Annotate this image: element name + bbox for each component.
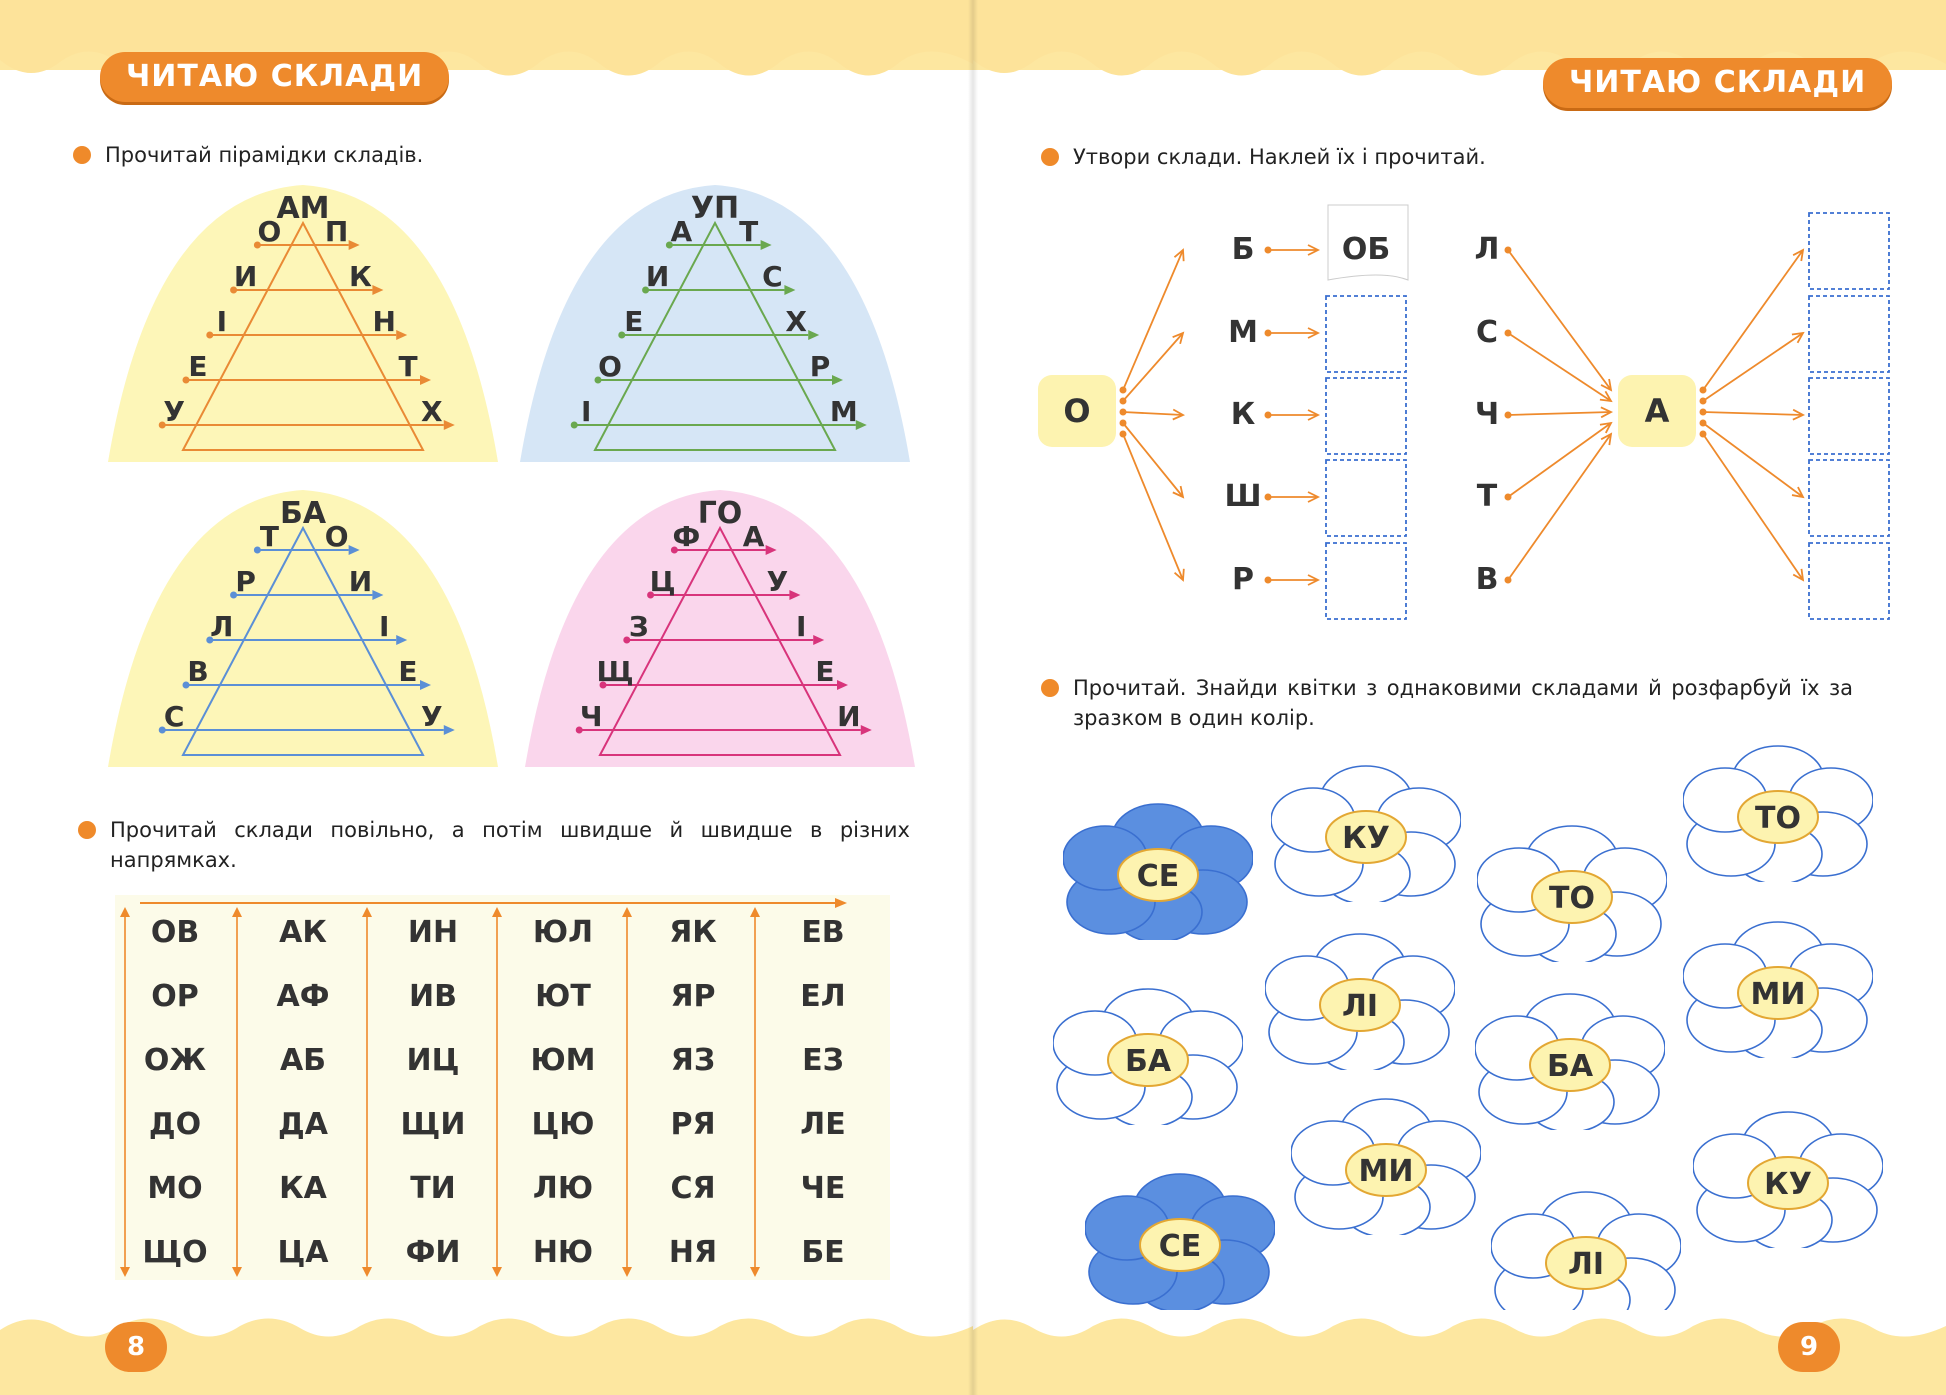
scheme-o [1038,205,1408,619]
connector-dot [1700,431,1707,438]
pyramid-left-letter: Е [624,305,644,338]
arrow-head [362,907,372,917]
flower-7[interactable] [1053,985,1243,1125]
scheme-letter: Л [1474,232,1500,267]
task-bullet [1041,148,1059,166]
syllable-cell: ДО [148,1107,202,1142]
syllable-cell: ЯЗ [670,1043,716,1078]
pyramid-left-letter: Ч [579,700,603,733]
pyramid-right-letter: Т [398,350,418,383]
pyramid-right-letter: П [324,215,349,248]
pyramid-left-letter: В [187,655,209,688]
pyramid-right-letter: У [766,565,789,598]
connector-line [1508,250,1611,390]
task-bullet [78,821,96,839]
connector-line [1703,434,1803,580]
syllable-cell: ЩИ [400,1107,466,1142]
pyramid-left-letter: С [163,700,185,733]
syllable-cell: ТИ [410,1171,456,1206]
pyramid-left-letter: И [233,260,258,293]
pyramid-left-letter: І [581,395,592,428]
pyramid-left-letter: Л [210,610,234,643]
connector-line [1123,412,1183,415]
sticker-slot[interactable] [1809,543,1889,619]
pyramid-left-letter: І [216,305,228,338]
flower-syllable: ТО [1549,881,1595,916]
pyramid-left-letter: У [163,395,186,428]
syllable-cell: ЦА [277,1235,329,1270]
syllable-cell: АК [279,915,327,950]
connector-dot [1120,387,1127,394]
connector-dot [1120,420,1127,427]
pyramid-left-letter: О [598,350,622,383]
syllable-cell: ДА [278,1107,328,1142]
pyramid-right-letter: И [348,565,373,598]
syllable-cell: ИВ [409,979,457,1014]
connector-dot [1700,409,1707,416]
connector-dot [1700,387,1707,394]
scheme-letter: Р [1232,562,1254,597]
flower-syllable: КУ [1764,1167,1812,1202]
pyramid-right-letter: Р [809,350,831,383]
task-read-pyramids [105,140,705,170]
pyramid-left-letter: И [645,260,670,293]
syllable-cell: ЧЕ [800,1171,846,1206]
task-make-syllables [1073,142,1673,172]
direction-arrows [115,895,890,1280]
pyramid-right-letter: Т [739,215,759,248]
connector-dot [1120,409,1127,416]
syllable-cell: ЩО [142,1235,208,1270]
connector-line [1703,423,1803,497]
syllable-cell: НЯ [668,1235,718,1270]
scheme-letter: К [1230,397,1256,432]
syllable-cell: ЕЛ [800,979,846,1014]
connector-dot [1265,330,1272,337]
pyramid-2 [520,185,910,462]
sticker-slot[interactable] [1326,296,1406,372]
flower-syllable: БА [1124,1044,1172,1079]
page-number: 8 [105,1322,167,1372]
connector-line [1703,412,1803,415]
pyramid-3 [108,490,498,767]
flower-11[interactable] [1085,1170,1275,1310]
sticker-slot[interactable] [1326,543,1406,619]
pyramid-right-letter: М [829,395,858,428]
syllable-cell: АФ [276,979,330,1014]
task-text: Прочитай склади повільно, а потім швидше й швидше в різних напрямках. [110,818,910,872]
flower-syllable: КУ [1342,821,1390,856]
pyramid-left-letter: Е [188,350,208,383]
connector-line [1123,250,1183,390]
pyramid-right-letter: Х [785,305,808,338]
connector-dot [1265,247,1272,254]
pyramid-right-letter: І [795,610,807,643]
arrow-head [492,1267,502,1277]
task-text: Прочитай. Знайди квітки з однаковими складами й розфарбуй їх за зразком в один колір. [1073,676,1853,730]
flower-10[interactable] [1693,1108,1883,1248]
flower-12[interactable] [1491,1188,1681,1328]
pyramid-left-letter: Т [259,520,279,553]
connector-dot [1265,412,1272,419]
syllable-cell: ЛЮ [532,1171,594,1206]
connector-dot [1505,577,1512,584]
flower-9[interactable] [1291,1095,1481,1235]
task-text: Утвори склади. Наклей їх і прочитай. [1073,145,1486,169]
sample-syllable: ОБ [1341,232,1391,267]
pyramid-right-letter: Х [420,395,443,428]
syllable-cell: ЦЮ [531,1107,595,1142]
connector-line [1508,423,1611,497]
pyramid-top-syllable: БА [279,496,327,531]
flower-syllable: ТО [1755,801,1801,836]
flower-syllable: СЕ [1136,859,1180,894]
syllable-cell: ЮМ [530,1043,596,1078]
scheme-a [1475,213,1889,619]
syllable-cell: ОЖ [143,1043,207,1078]
sticker-slot[interactable] [1809,296,1889,372]
flower-4[interactable] [1683,742,1873,882]
syllable-cell: НЮ [532,1235,594,1270]
pyramid-right-letter: К [348,260,372,293]
syllable-cell: ЯР [670,979,716,1014]
connector-line [1123,423,1183,497]
section-title: ЧИТАЮ СКЛАДИ [1543,58,1892,108]
pyramid-left-letter: Ф [672,520,701,553]
syllable-cell: ЮТ [535,979,591,1014]
connector-line [1508,434,1611,580]
syllable-cell: АБ [279,1043,327,1078]
scheme-letter: М [1228,315,1258,350]
connector-line [1508,333,1611,401]
syllable-cell: ИЦ [406,1043,460,1078]
syllable-cell: БЕ [801,1235,845,1270]
syllable-cell: ИН [407,915,459,950]
connector-dot [1265,577,1272,584]
scheme-letter: Ч [1474,397,1500,432]
connector-line [1123,434,1183,580]
pyramid-right-letter: И [837,700,861,733]
flower-syllable: БА [1546,1049,1594,1084]
sticker-slot[interactable] [1809,213,1889,289]
connector-line [1508,412,1611,415]
flower-6[interactable] [1683,918,1873,1058]
pyramid-left-letter: З [628,610,649,643]
syllable-cell: ОР [151,979,199,1014]
pyramid-right-letter: О [324,520,349,553]
flower-syllable: МИ [1358,1154,1414,1189]
pyramid-right-letter: Н [372,305,396,338]
pyramid-right-letter: Е [398,655,418,688]
task-text: Прочитай пірамідки складів. [105,143,424,167]
connector-dot [1505,247,1512,254]
syllable-cell: СЯ [670,1171,716,1206]
syllable-schemes [973,180,1946,620]
pyramid-left-letter: Ц [649,565,676,598]
pyramid-4 [525,490,915,767]
pyramid-right-letter: У [420,700,443,733]
flower-5[interactable] [1265,930,1455,1070]
arrow-head [1793,569,1803,580]
connector-line [1703,333,1803,401]
flower-syllable: МИ [1750,977,1806,1012]
pyramid-left-letter: О [257,215,282,248]
pyramid-top-syllable: АМ [276,191,330,226]
pyramid-left-letter: А [670,215,693,248]
pyramid-right-letter: І [378,610,390,643]
arrow-head [622,1267,632,1277]
syllable-cell: ЛЕ [800,1107,846,1142]
syllable-cell: ЯК [669,915,717,950]
scheme-center-letter: О [1063,392,1091,430]
pyramid-top-syllable: ГО [697,496,743,531]
syllable-cell: ЕВ [801,915,845,950]
connector-dot [1505,412,1512,419]
page-number: 9 [1778,1322,1840,1372]
pyramid-left-letter: Щ [596,655,634,688]
pyramid-right-letter: А [742,520,765,553]
flower-syllable: ЛІ [1341,989,1379,1024]
arrow-head [492,907,502,917]
task-read-table [110,815,910,875]
syllable-cell: ЮЛ [532,915,594,950]
syllable-cell: ЕЗ [802,1043,844,1078]
syllable-cell: ОВ [150,915,200,950]
arrow-head [622,907,632,917]
connector-dot [1700,398,1707,405]
pyramid-left-letter: Р [235,565,256,598]
flower-8[interactable] [1475,990,1665,1130]
pyramid-right-letter: Е [815,655,835,688]
row-start-dot [571,422,578,429]
scheme-letter: Б [1231,232,1255,267]
connector-line [1703,250,1803,390]
flower-syllable: СЕ [1158,1229,1202,1264]
syllable-cell: ФИ [405,1235,461,1270]
connector-dot [1505,330,1512,337]
pyramid-right-letter: С [762,260,783,293]
flower-syllable: ЛІ [1567,1247,1605,1282]
task-bullet [73,146,91,164]
book-spine [968,0,978,1395]
pyramid-top-syllable: УП [690,191,740,226]
connector-dot [1505,494,1512,501]
arrow-head [1600,391,1611,401]
flower-2[interactable] [1271,762,1461,902]
syllable-cell: КА [279,1171,327,1206]
connector-dot [1120,431,1127,438]
task-bullet [1041,679,1059,697]
scheme-letter: В [1475,562,1499,597]
connector-dot [1120,398,1127,405]
sticker-slot[interactable] [1809,460,1889,536]
section-title: ЧИТАЮ СКЛАДИ [100,52,449,102]
connector-dot [1700,420,1707,427]
scheme-letter: Ш [1224,479,1262,514]
syllable-table [115,895,890,1280]
syllable-cell: МО [147,1171,203,1206]
sticker-slot[interactable] [1326,460,1406,536]
task-color-flowers [1073,673,1853,733]
pyramid-1 [108,185,498,462]
flower-3[interactable] [1477,822,1667,962]
scheme-letter: Т [1476,479,1498,514]
scheme-center-letter: А [1644,392,1670,430]
arrow-head [1792,333,1803,343]
right-page [973,0,1946,1395]
row-start-dot [206,332,213,339]
arrow-head [362,1267,372,1277]
flower-1[interactable] [1063,800,1253,940]
scheme-letter: С [1475,315,1499,350]
connector-dot [1265,494,1272,501]
sticker-slot[interactable] [1809,378,1889,454]
sticker-slot[interactable] [1326,378,1406,454]
syllable-cell: РЯ [670,1107,716,1142]
